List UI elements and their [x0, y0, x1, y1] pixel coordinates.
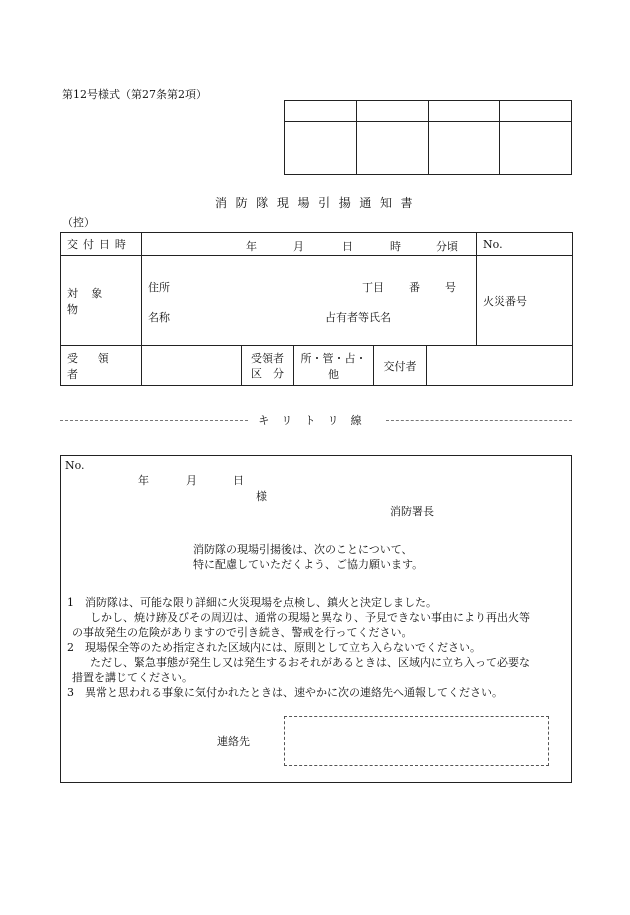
- go-label: 号: [445, 281, 456, 294]
- address-label: 住所: [148, 281, 170, 294]
- target-label: 対象物: [61, 256, 142, 346]
- fire-chief-label: 消防署長: [390, 505, 434, 518]
- form-number: 第12号様式（第27条第2項）: [62, 88, 207, 101]
- name-label: 名称: [148, 311, 170, 324]
- stamp-cell[interactable]: [285, 122, 357, 175]
- item-1-line-1: 1 消防隊は、可能な限り詳細に火災現場を点検し、鎮火と決定しました。: [67, 596, 437, 609]
- receiver-class-label-2: 区 分: [251, 366, 284, 380]
- year-label: 年: [246, 240, 257, 253]
- stamp-header-cell: [500, 101, 572, 122]
- receiver-label: 受領者: [61, 346, 142, 386]
- recipient-honorific: 様: [256, 490, 267, 503]
- minute-label: 分頃: [436, 240, 458, 253]
- intro-line-1: 消防隊の現場引揚後は、次のことについて、: [193, 543, 413, 556]
- item-3-line-1: 3 異常と思われる事象に気付かれたときは、速やかに次の連絡先へ通報してください。: [67, 686, 503, 699]
- ban-label: 番: [409, 281, 420, 294]
- copy-label: （控）: [62, 216, 95, 229]
- item-2-line-2: ただし、緊急事態が発生し又は発生するおそれがあるときは、区域内に立ち入って必要な: [90, 656, 530, 669]
- cut-line: [60, 412, 572, 428]
- notice-year-label: 年: [138, 474, 149, 487]
- occupant-label: 占有者等氏名: [325, 311, 391, 324]
- cut-line-label: キリトリ線: [258, 414, 374, 427]
- target-field[interactable]: [142, 256, 477, 346]
- item-2-line-3: 措置を講じてください。: [72, 671, 193, 684]
- chome-label: 丁目: [362, 281, 384, 294]
- receiver-class-options[interactable]: 所・管・占・他: [294, 346, 374, 386]
- notice-month-label: 月: [186, 474, 197, 487]
- intro-line-2: 特に配慮していただくよう、ご協力願います。: [193, 558, 424, 571]
- stamp-cell[interactable]: [428, 122, 500, 175]
- stamp-cell[interactable]: [356, 122, 428, 175]
- receiver-class-label: [242, 346, 294, 386]
- document-title: 消 防 隊 現 場 引 揚 通 知 書: [215, 196, 415, 210]
- stamp-cell[interactable]: [500, 122, 572, 175]
- record-number-cell[interactable]: No.: [477, 233, 573, 256]
- issue-datetime-field[interactable]: [142, 233, 477, 256]
- stamp-header-cell: [285, 101, 357, 122]
- hour-label: 時: [390, 240, 401, 253]
- month-label: 月: [293, 240, 304, 253]
- contact-label: 連絡先: [217, 735, 250, 748]
- day-label: 日: [342, 240, 353, 253]
- notice-day-label: 日: [233, 474, 244, 487]
- stamp-header-cell: [356, 101, 428, 122]
- stamp-header-cell: [428, 101, 500, 122]
- notice-record-table: [60, 232, 573, 386]
- item-2-line-1: 2 現場保全等のため指定された区域内には、原則として立ち入らないでください。: [67, 641, 481, 654]
- issuer-label: 交付者: [374, 346, 427, 386]
- item-1-line-2: しかし、焼け跡及びその周辺は、通常の現場と異なり、予見できない事由により再出火等: [90, 611, 530, 624]
- fire-number-cell[interactable]: 火災番号: [477, 256, 573, 346]
- notice-number-label: No.: [65, 459, 85, 472]
- contact-field[interactable]: [284, 716, 549, 766]
- issue-datetime-label: 交付日時: [61, 233, 142, 256]
- item-1-line-3: の事故発生の危険がありますので引き続き、警戒を行ってください。: [72, 626, 413, 639]
- receiver-class-label-1: 受領者: [251, 351, 284, 365]
- approval-stamp-table: [284, 100, 572, 175]
- receiver-field[interactable]: [142, 346, 242, 386]
- issuer-field[interactable]: [427, 346, 573, 386]
